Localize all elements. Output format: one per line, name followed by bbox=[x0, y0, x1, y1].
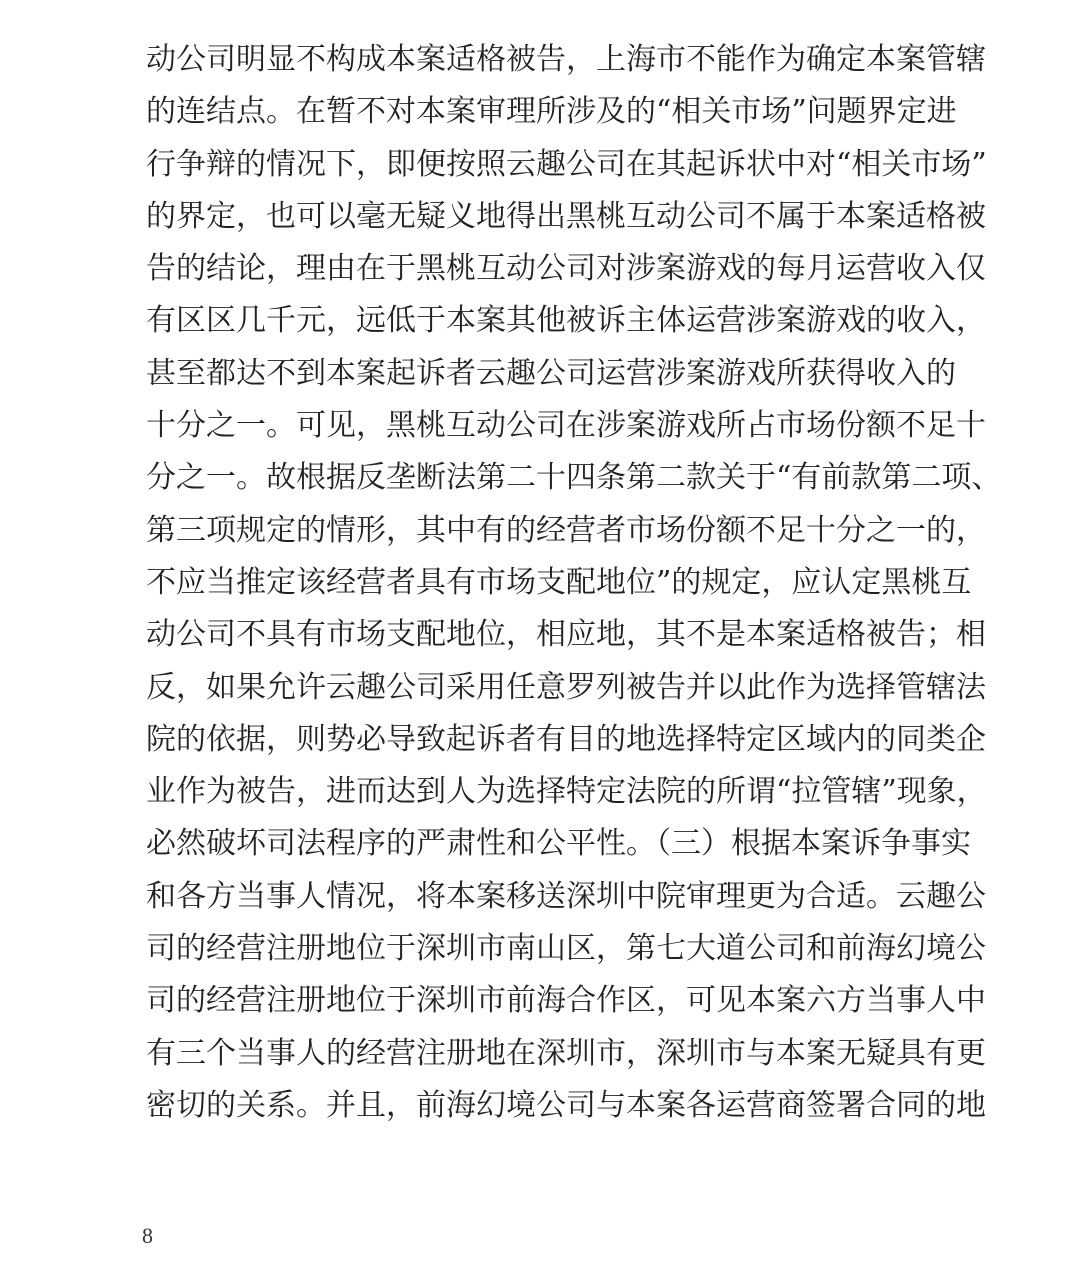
text-line: 有三个当事人的经营注册地在深圳市，深圳市与本案无疑具有更 bbox=[146, 1035, 986, 1071]
text-line: 分之一。故根据反垄断法第二十四条第二款关于“有前款第二项、 bbox=[146, 460, 1002, 496]
body-paragraph bbox=[146, 34, 1002, 1132]
text-line: 动公司明显不构成本案适格被告，上海市不能作为确定本案管辖 bbox=[146, 42, 986, 77]
text-line: 业作为被告，进而达到人为选择特定法院的所谓“拉管辖”现象， bbox=[146, 774, 987, 810]
text-line: 必然破坏司法程序的严肃性和公平性。（三）根据本案诉争事实 bbox=[146, 826, 971, 862]
text-line: 不应当推定该经营者具有市场支配地位”的规定，应认定黑桃互 bbox=[146, 564, 972, 600]
text-line: 有区区几千元，远低于本案其他被诉主体运营涉案游戏的收入， bbox=[146, 303, 986, 339]
text-line: 反，如果允许云趣公司采用任意罗列被告并以此作为选择管辖法 bbox=[146, 669, 986, 705]
text-line: 的连结点。在暂不对本案审理所涉及的“相关市场”问题界定进 bbox=[146, 94, 957, 130]
text-line: 第三项规定的情形，其中有的经营者市场份额不足十分之一的， bbox=[146, 512, 986, 548]
text-line: 司的经营注册地位于深圳市南山区，第七大道公司和前海幻境公 bbox=[146, 931, 986, 967]
text-line: 院的依据，则势必导致起诉者有目的地选择特定区域内的同类企 bbox=[146, 721, 986, 757]
text-line: 告的结论，理由在于黑桃互动公司对涉案游戏的每月运营收入仅 bbox=[146, 251, 986, 287]
text-line: 行争辩的情况下，即便按照云趣公司在其起诉状中对“相关市场” bbox=[146, 146, 987, 182]
text-line: 司的经营注册地位于深圳市前海合作区，可见本案六方当事人中 bbox=[146, 983, 986, 1019]
page-number: 8 bbox=[142, 1223, 153, 1248]
text-line: 的界定，也可以毫无疑义地得出黑桃互动公司不属于本案适格被 bbox=[146, 198, 986, 234]
text-line: 和各方当事人情况，将本案移送深圳中院审理更为合适。云趣公 bbox=[146, 878, 986, 914]
text-line: 密切的关系。并且，前海幻境公司与本案各运营商签署合同的地 bbox=[146, 1087, 986, 1123]
text-line: 甚至都达不到本案起诉者云趣公司运营涉案游戏所获得收入的 bbox=[146, 355, 956, 391]
text-line: 动公司不具有市场支配地位，相应地，其不是本案适格被告；相 bbox=[146, 617, 986, 653]
text-line: 十分之一。可见，黑桃互动公司在涉案游戏所占市场份额不足十 bbox=[146, 408, 986, 444]
